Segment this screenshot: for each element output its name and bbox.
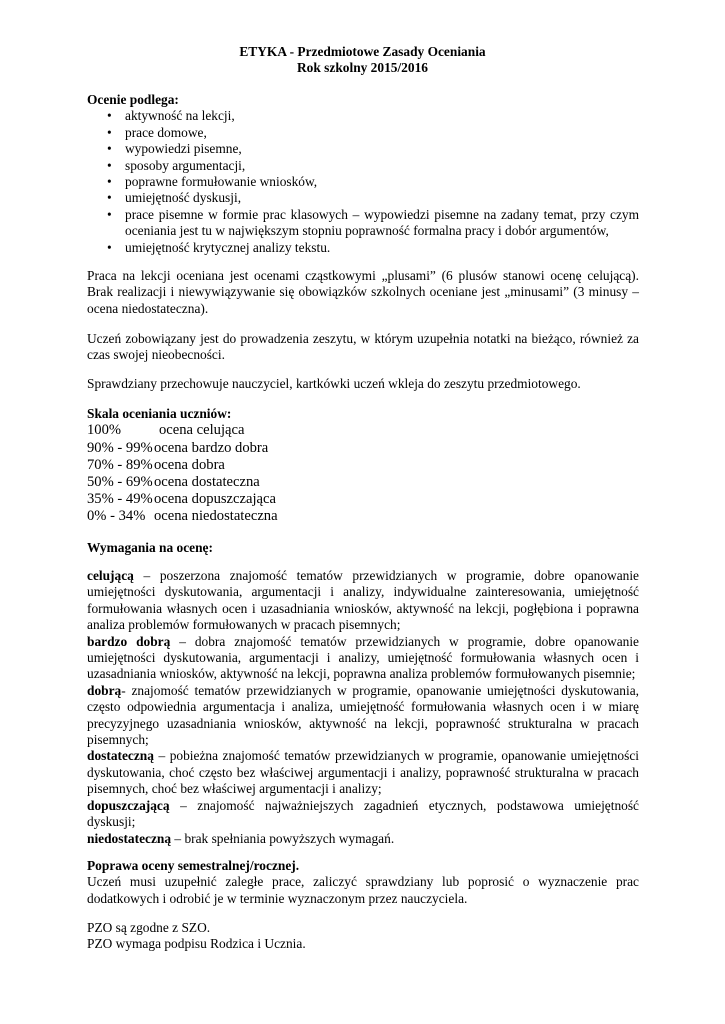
assessment-section — [87, 92, 639, 256]
scale-range: 90% - 99% — [87, 439, 153, 456]
notebook-paragraph: Uczeń zobowiązany jest do prowadzenia zeszytu, w którym uzupełnia notatki na bieżąco, również za czas swojej nieobecności. — [87, 331, 639, 363]
requirement-item — [87, 798, 639, 831]
grade-description: - znajomość tematów przewidzianych w programie, opanowanie umiejętności dyskutowania, często odpowiednia argumentacja i analiza, umiejętność formułowania własnych ocen i w miarę precyzyjnego uzasadniania wniosków, aktywność na lekcji, poprawność strukturalna w pracach pisemnych; — [87, 682, 639, 748]
grade-description: – pobieżna znajomość tematów przewidzianych w programie, opanowanie umiejętności dyskutowania, choć często bez właściwej argumentacji i analizy, poprawność strukturalna w pracach pisemnych, choć bez właściwej argumentacji i analizy; — [87, 748, 639, 797]
document-title: ETYKA - Przedmiotowe Zasady Oceniania — [239, 44, 486, 59]
list-item: • prace pisemne w formie prac klasowych – wypowiedzi pisemne na zadany temat, przy czym oceniania jest tu w największym stopniu poprawność formalna pracy i dobór argumentów, — [87, 207, 639, 240]
scale-row — [87, 422, 639, 439]
requirement-item — [87, 831, 639, 847]
list-item: • aktywność na lekcji, — [87, 108, 639, 124]
requirement-item — [87, 634, 639, 683]
assessment-list — [87, 108, 639, 256]
list-item: • prace domowe, — [87, 125, 639, 141]
scale-row — [87, 508, 639, 525]
scale-range: 50% - 69% — [87, 474, 153, 491]
grade-description: – znajomość najważniejszych zagadnień etycznych, podstawowa umiejętność dyskusji; — [87, 797, 639, 830]
list-item: • umiejętność dyskusji, — [87, 190, 639, 206]
correction-heading: Poprawa oceny semestralnej/rocznej. — [87, 858, 300, 873]
list-item: • sposoby argumentacji, — [87, 158, 639, 174]
correction-section — [87, 858, 639, 907]
scale-heading: Skala oceniania uczniów: — [87, 406, 232, 421]
requirement-item — [87, 683, 639, 749]
tests-paragraph: Sprawdziany przechowuje nauczyciel, kartkówki uczeń wkleja do zeszytu przedmiotowego. — [87, 376, 581, 391]
scale-range: 0% - 34% — [87, 508, 146, 525]
scale-grade: ocena dobra — [154, 456, 225, 473]
scale-grade: ocena dopuszczająca — [154, 491, 276, 508]
work-paragraph: Praca na lekcji oceniana jest ocenami cząstkowymi „plusami” (6 plusów stanowi ocenę celującą). Brak realizacji i niewywiązywanie się obowiązków szkolnych oceniane jest „minusami” (3 minusy – ocena niedostateczna). — [87, 268, 639, 316]
scale-range: 35% - 49% — [87, 491, 153, 508]
scale-section — [87, 406, 639, 526]
grade-name: celującą — [87, 568, 134, 583]
scale-row — [87, 440, 639, 457]
requirements-heading: Wymagania na ocenę: — [87, 540, 213, 555]
scale-grade: ocena bardzo dobra — [154, 439, 269, 456]
footer-signature-note: PZO wymaga podpisu Rodzica i Ucznia. — [87, 936, 306, 951]
school-year: Rok szkolny 2015/2016 — [297, 60, 428, 75]
grade-description: – poszerzona znajomość tematów przewidzianych w programie, dobre opanowanie umiejętności dyskutowania, argumentacji i analizy, indywidualne zainteresowania, umiejętność formułowania własnych ocen i uzasadniania wniosków, aktywność na lekcji, pogłębiona i poprawna analiza problemów formułowanych w pracach pisemnych; — [87, 568, 639, 633]
requirements-list — [87, 568, 639, 847]
grade-description: – dobra znajomość tematów przewidzianych w programie, dobre opanowanie umiejętności dyskutowania, argumentacji i analizy, umiejętność formułowania własnych ocen i uzasadniania wniosków, aktywność na lekcji, poprawna analiza problemów formułowanych pisemnie; — [87, 633, 639, 682]
requirement-item — [87, 748, 639, 797]
correction-text: Uczeń musi uzupełnić zaległe prace, zaliczyć sprawdziany lub poprosić o wyznaczenie prac dodatkowych i odrobić je w terminie wyznaczonym przez nauczyciela. — [87, 874, 639, 906]
requirement-item — [87, 568, 639, 634]
scale-row — [87, 474, 639, 491]
grade-name: niedostateczną — [87, 830, 172, 846]
scale-row — [87, 491, 639, 508]
scale-row — [87, 457, 639, 474]
grade-description: – brak spełniania powyższych wymagań. — [171, 830, 395, 846]
grade-name: dopuszczającą — [87, 797, 170, 813]
list-item: • wypowiedzi pisemne, — [87, 141, 639, 157]
scale-grade: ocena niedostateczna — [154, 508, 278, 525]
list-item: • umiejętność krytycznej analizy tekstu. — [87, 240, 639, 256]
assessment-heading: Ocenie podlega: — [87, 92, 179, 107]
grade-name: dostateczną — [87, 748, 154, 764]
grade-name: bardzo dobrą — [87, 633, 171, 649]
scale-range: 100% — [87, 422, 122, 439]
scale-range: 70% - 89% — [87, 456, 153, 473]
grade-name: dobrą — [87, 682, 122, 698]
scale-grade: ocena dostateczna — [154, 474, 260, 491]
scale-grade: ocena celująca — [159, 422, 245, 439]
footer-note: PZO są zgodne z SZO. — [87, 920, 211, 935]
list-item: • poprawne formułowanie wniosków, — [87, 174, 639, 190]
